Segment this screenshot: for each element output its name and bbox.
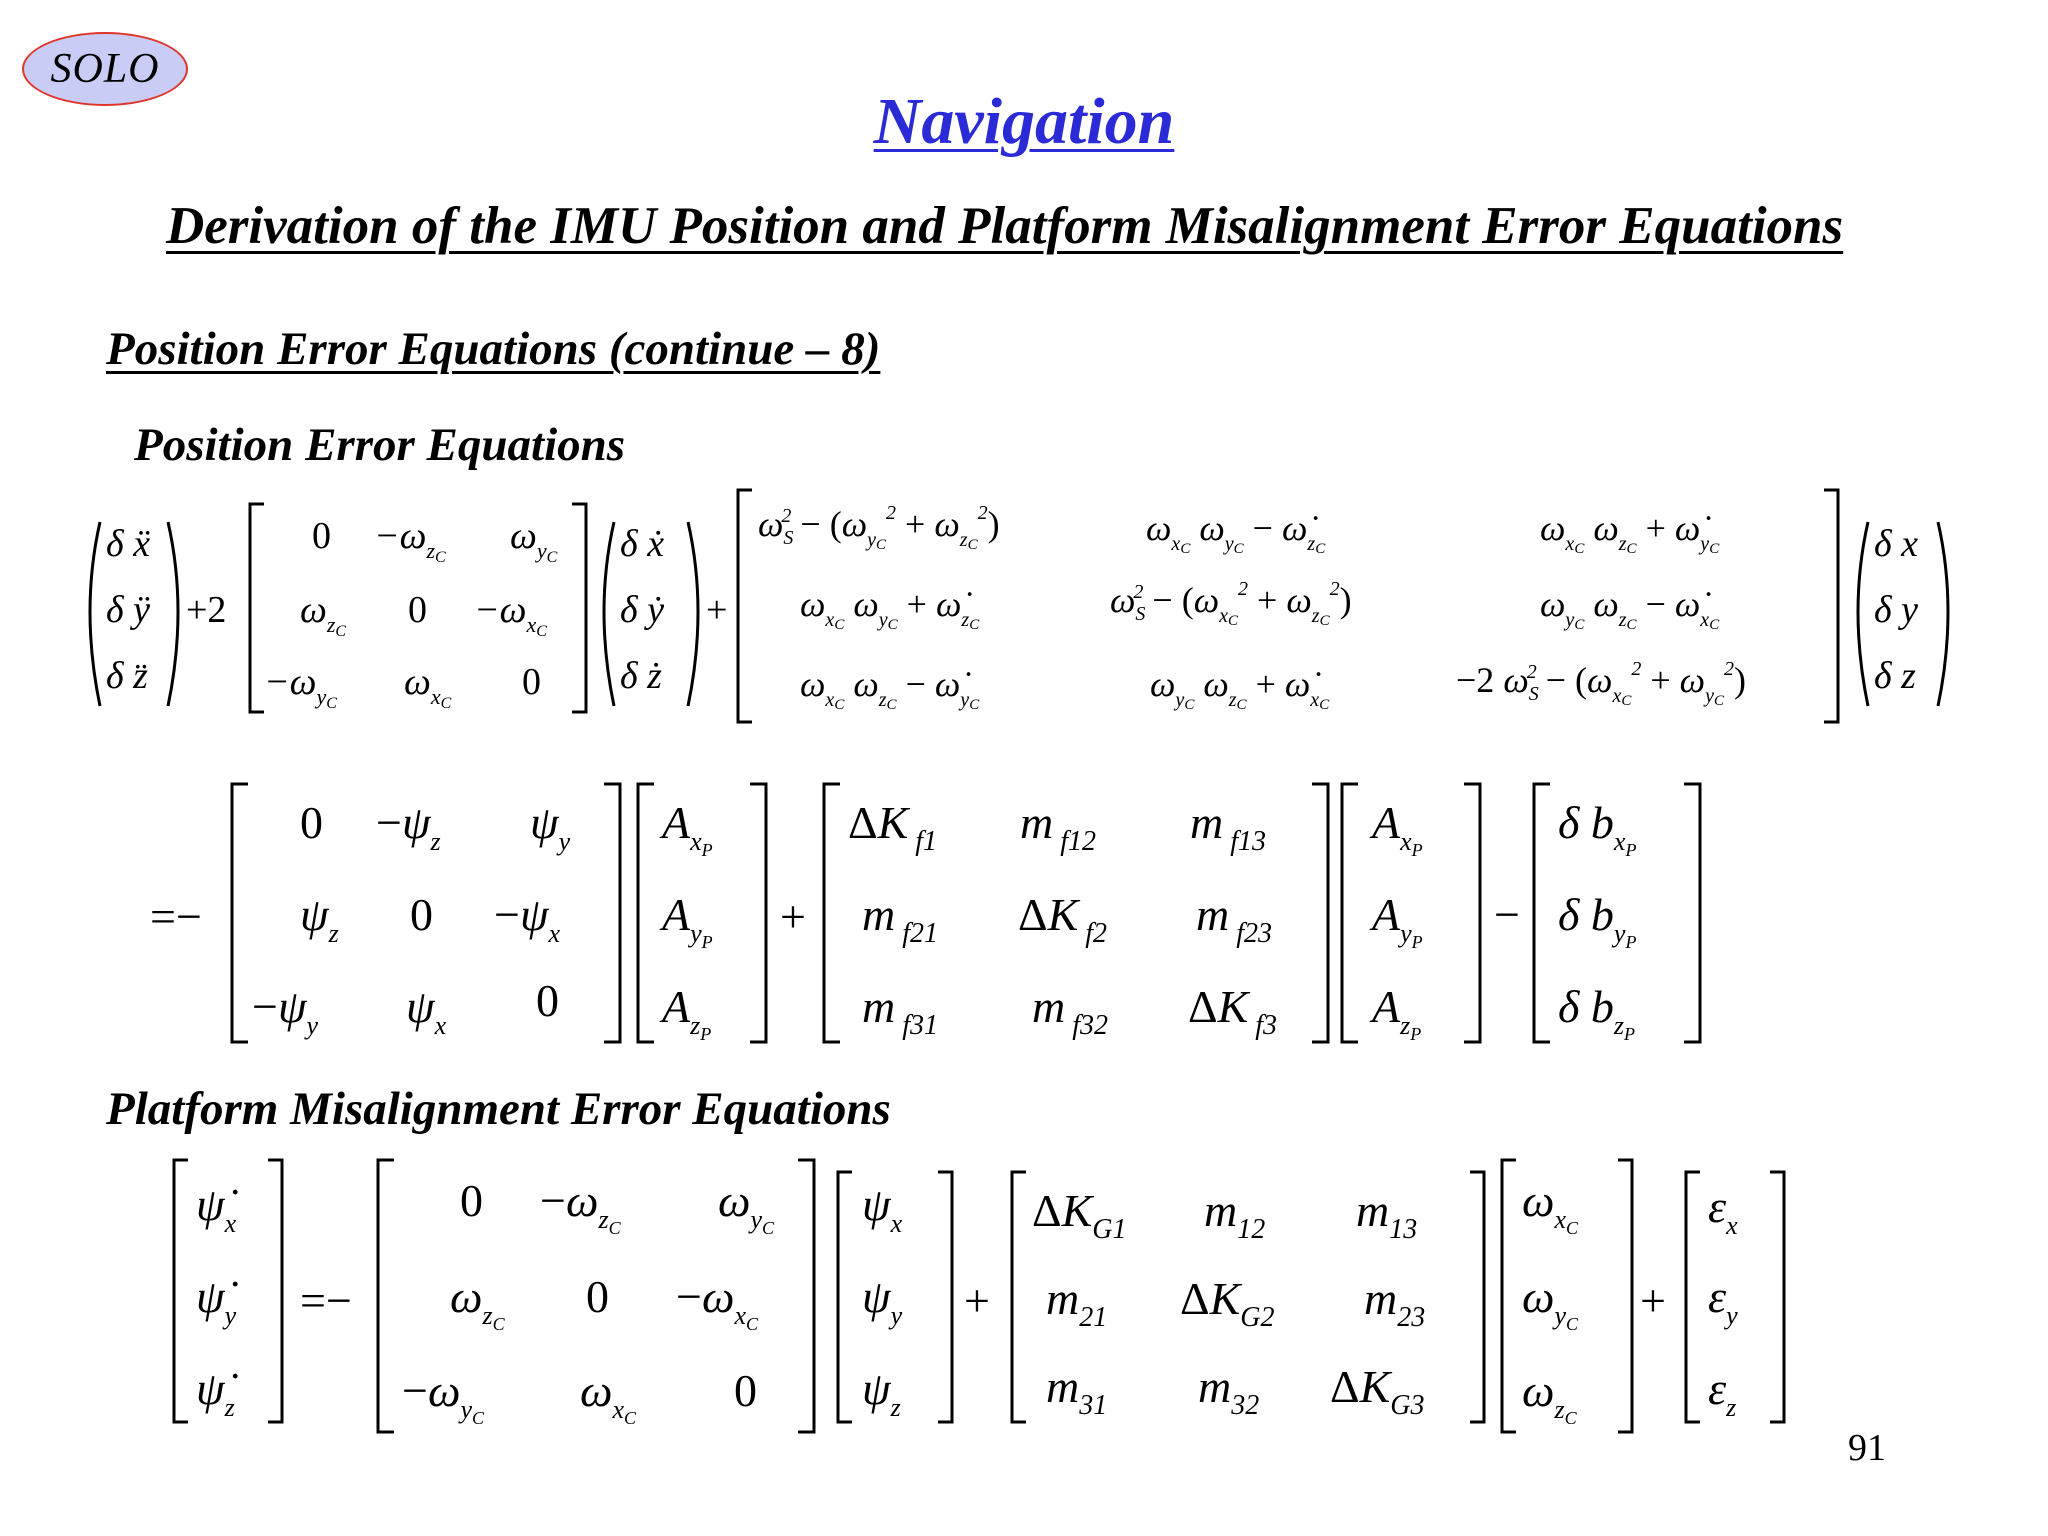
eq2-psi-22: 0	[410, 889, 433, 940]
bracket-eq1-gravity-right	[1824, 490, 1838, 722]
eq1-g-12: $\omega_xC$ $\omega_yC$ − $\omegȧ_zC$	[1146, 508, 1326, 557]
eq3-om-22: 0	[586, 1271, 609, 1322]
eq3-om-31: $-\omega_yC$	[402, 1365, 484, 1428]
eq1-lhs-2: δ ÿ	[106, 589, 151, 631]
eq3-om-21: $\omega_zC$	[450, 1271, 505, 1334]
eq1-vel-3: δ ż	[620, 655, 662, 697]
eq1-pos-3: δ z	[1874, 655, 1916, 697]
eq1-plus: +	[706, 589, 728, 631]
bracket-eq3-psi-right	[938, 1172, 952, 1422]
subheading-position-error: Position Error Equations	[134, 419, 626, 471]
bracket-eq3-omega-right	[798, 1160, 814, 1432]
bracket-eq2-scale-left	[824, 784, 840, 1042]
equation-2	[150, 797, 1636, 1044]
eq3-om-32: $\omega_xC$	[580, 1365, 637, 1428]
eq1-g-23: $\omega_yC$ $\omega_zC$ − $\omegȧ_xC$	[1540, 584, 1720, 633]
eq1-g-33: −2 $\omega_S2 - (\omega_xC^2 + \omega_yC^2)$	[1456, 658, 1746, 709]
bracket-eq3-drift-left	[1686, 1172, 1700, 1422]
eq1-om-13: $\omega_yC$	[510, 515, 558, 566]
eq2-s-11: ΔK $_{f1}$	[848, 797, 938, 857]
eq3-equals: =−	[300, 1275, 352, 1326]
eq1-g-21: $\omega_xC$ $\omega_yC$ + $\omegȧ_zC$	[800, 584, 980, 633]
eq1-g-31: $\omega_xC$ $\omega_zC$ − $\omegȧ_yC$	[800, 664, 980, 713]
eq1-om-21: $\omega_zC$	[300, 589, 347, 640]
eq2-s-33: ΔK $_{f3}$	[1188, 981, 1278, 1041]
paren-eq1-pos-right	[1938, 522, 1948, 706]
bracket-eq2-acc2-right	[1464, 784, 1480, 1042]
eq2-psi-23: $-\psi_x$	[494, 889, 561, 948]
eq2-s-13: m $_{f13}$	[1190, 797, 1267, 857]
bracket-eq3-omegavec-right	[1618, 1160, 1632, 1432]
eq3-om-13: $\omega_yC$	[718, 1175, 775, 1238]
eq1-g-32: $\omega_yC$ $\omega_zC$ + $\omegȧ_xC$	[1150, 664, 1330, 713]
eq2-s-21: m $_{f21}$	[862, 889, 939, 949]
eq3-psidot-2: $\psi̇_y$	[196, 1271, 237, 1330]
eq2-prefix: =−	[150, 891, 202, 942]
eq1-om-23: $-\omega_xC$	[474, 589, 547, 640]
eq1-om-33: 0	[522, 661, 541, 703]
eq2-bias-1: δ $b_xP$	[1558, 797, 1637, 860]
eq1-om-12: $-\omega_zC$	[374, 515, 446, 566]
eq3-drift-1: $\varepsilon_x$	[1708, 1181, 1738, 1240]
page-title: Navigation	[873, 85, 1175, 158]
eq3-g-33: $\Delta K_{G3}$	[1330, 1361, 1425, 1421]
bracket-eq2-bias-left	[1534, 784, 1550, 1042]
bracket-eq3-omegavec-left	[1502, 1160, 1516, 1432]
bracket-eq2-acc1-left	[638, 784, 654, 1042]
bracket-eq1-gravity-left	[738, 490, 752, 722]
eq2-s-31: m $_{f31}$	[862, 981, 939, 1041]
slide-subtitle: Derivation of the IMU Position and Platform Misalignment Error Equations	[166, 197, 1844, 255]
eq2-s-22: ΔK $_{f2}$	[1018, 889, 1108, 949]
eq3-omvec-3: $\omega_zC$	[1522, 1365, 1577, 1428]
eq3-drift-3: $\varepsilon_z$	[1708, 1363, 1737, 1422]
eq3-psi-2: $\psi_y$	[862, 1271, 903, 1330]
eq1-pos-1: δ x	[1874, 523, 1919, 565]
eq3-g-21: $m_{21}$	[1046, 1273, 1108, 1333]
bracket-eq2-psi-left	[232, 784, 248, 1042]
eq3-psidot-1: $\psi̇_x$	[196, 1179, 237, 1238]
eq2-psi-32: $\psi_x$	[406, 981, 447, 1040]
eq1-pos-2: δ y	[1874, 589, 1919, 631]
eq3-psi-1: $\psi_x$	[862, 1179, 903, 1238]
eq1-g-13: $\omega_xC$ $\omega_zC$ + $\omegȧ_yC$	[1540, 508, 1720, 557]
bracket-eq2-bias-right	[1684, 784, 1700, 1042]
eq1-om-31: $-\omega_yC$	[264, 661, 337, 712]
paren-eq1-vel-left	[604, 522, 614, 706]
eq1-g-11: $\omega_S2 - (\omega_yC^2 + \omega_zC^2)$	[758, 502, 1000, 553]
eq3-g-23: $m_{23}$	[1364, 1273, 1426, 1333]
eq2-psi-31: $-\psi_y$	[252, 981, 319, 1040]
eq1-lhs-3: δ z̈	[106, 655, 148, 697]
bracket-eq3-psi-left	[838, 1172, 852, 1422]
eq3-om-11: 0	[460, 1175, 483, 1226]
eq2-psi-21: $\psi_z$	[300, 889, 339, 948]
eq2-psi-11: 0	[300, 797, 323, 848]
eq3-g-32: $m_{32}$	[1198, 1361, 1260, 1421]
bracket-eq3-psidot-left	[174, 1160, 188, 1422]
eq2-psi-12: $-\psi_z$	[376, 797, 441, 856]
eq2-bias-3: δ $b_zP$	[1558, 981, 1636, 1044]
eq1-om-32: $\omega_xC$	[404, 661, 452, 712]
eq1-om-11: 0	[312, 515, 331, 557]
eq3-psi-3: $\psi_z$	[862, 1363, 901, 1422]
bracket-group	[90, 490, 1948, 1432]
eq3-plus2: +	[1640, 1275, 1666, 1326]
bracket-eq2-acc1-right	[750, 784, 766, 1042]
bracket-eq3-psidot-right	[268, 1160, 282, 1422]
eq3-om-12: $-\omega_zC$	[540, 1175, 621, 1238]
eq3-plus1: +	[964, 1275, 990, 1326]
paren-eq1-lhs-left	[90, 522, 100, 706]
eq3-om-33: 0	[734, 1365, 757, 1416]
eq2-acc1-2: $A_yP$	[662, 889, 713, 952]
equation-1	[106, 502, 1918, 713]
eq2-psi-13: $\psi_y$	[530, 797, 571, 856]
eq3-g-13: $m_{13}$	[1356, 1185, 1418, 1245]
paren-eq1-lhs-right	[168, 522, 178, 706]
eq3-om-23: $-\omega_xC$	[676, 1271, 758, 1334]
eq2-acc1-1: $A_xP$	[662, 797, 713, 860]
eq2-s-23: m $_{f23}$	[1196, 889, 1273, 949]
eq2-acc2-1: $A_xP$	[1372, 797, 1423, 860]
eq3-omvec-1: $\omega_xC$	[1522, 1175, 1579, 1238]
eq3-drift-2: $\varepsilon_y$	[1708, 1271, 1738, 1330]
equation-3	[196, 1175, 1738, 1428]
eq1-lhs-1: δ ẍ	[106, 523, 151, 565]
bracket-eq1-omega-right	[572, 504, 586, 712]
eq3-g-11: $\Delta K_{G1}$	[1032, 1185, 1127, 1245]
eq2-acc2-3: $A_zP$	[1372, 981, 1422, 1044]
bracket-eq3-gyro-right	[1470, 1172, 1484, 1422]
section-heading: Position Error Equations (continue – 8)	[106, 323, 881, 375]
eq2-acc2-2: $A_yP$	[1372, 889, 1423, 952]
eq2-s-12: m $_{f12}$	[1020, 797, 1097, 857]
eq3-g-31: $m_{31}$	[1046, 1361, 1108, 1421]
bracket-eq2-scale-right	[1312, 784, 1328, 1042]
eq3-psidot-3: $\psi̇_z$	[196, 1363, 235, 1422]
eq2-s-32: m $_{f32}$	[1032, 981, 1109, 1041]
eq1-vel-2: δ ẏ	[620, 589, 665, 631]
eq2-acc1-3: $A_zP$	[662, 981, 712, 1044]
page-number: 91	[1848, 1427, 1886, 1469]
bracket-eq3-drift-right	[1770, 1172, 1784, 1422]
eq2-bias-2: δ $b_yP$	[1558, 889, 1637, 952]
logo-text: SOLO	[50, 46, 160, 92]
eq2-plus: +	[780, 891, 806, 942]
subheading-platform-misalignment: Platform Misalignment Error Equations	[106, 1083, 891, 1135]
eq3-omvec-2: $\omega_yC$	[1522, 1271, 1579, 1334]
eq3-g-22: $\Delta K_{G2}$	[1180, 1273, 1275, 1333]
eq1-g-22: $\omega_S2 - (\omega_xC^2 + \omega_zC^2)$	[1110, 578, 1352, 629]
eq3-g-12: $m_{12}$	[1204, 1185, 1266, 1245]
bracket-eq2-acc2-left	[1342, 784, 1358, 1042]
paren-eq1-pos-left	[1858, 522, 1868, 706]
paren-eq1-vel-right	[688, 522, 698, 706]
eq2-psi-33: 0	[536, 975, 559, 1026]
eq2-minus: −	[1494, 889, 1520, 940]
eq1-vel-1: δ ẋ	[620, 523, 665, 565]
bracket-eq1-omega-left	[250, 504, 264, 712]
eq1-coeff: +2	[186, 589, 227, 631]
bracket-eq3-omega-left	[378, 1160, 394, 1432]
bracket-eq2-psi-right	[604, 784, 620, 1042]
bracket-eq3-gyro-left	[1012, 1172, 1026, 1422]
eq1-om-22: 0	[408, 589, 427, 631]
